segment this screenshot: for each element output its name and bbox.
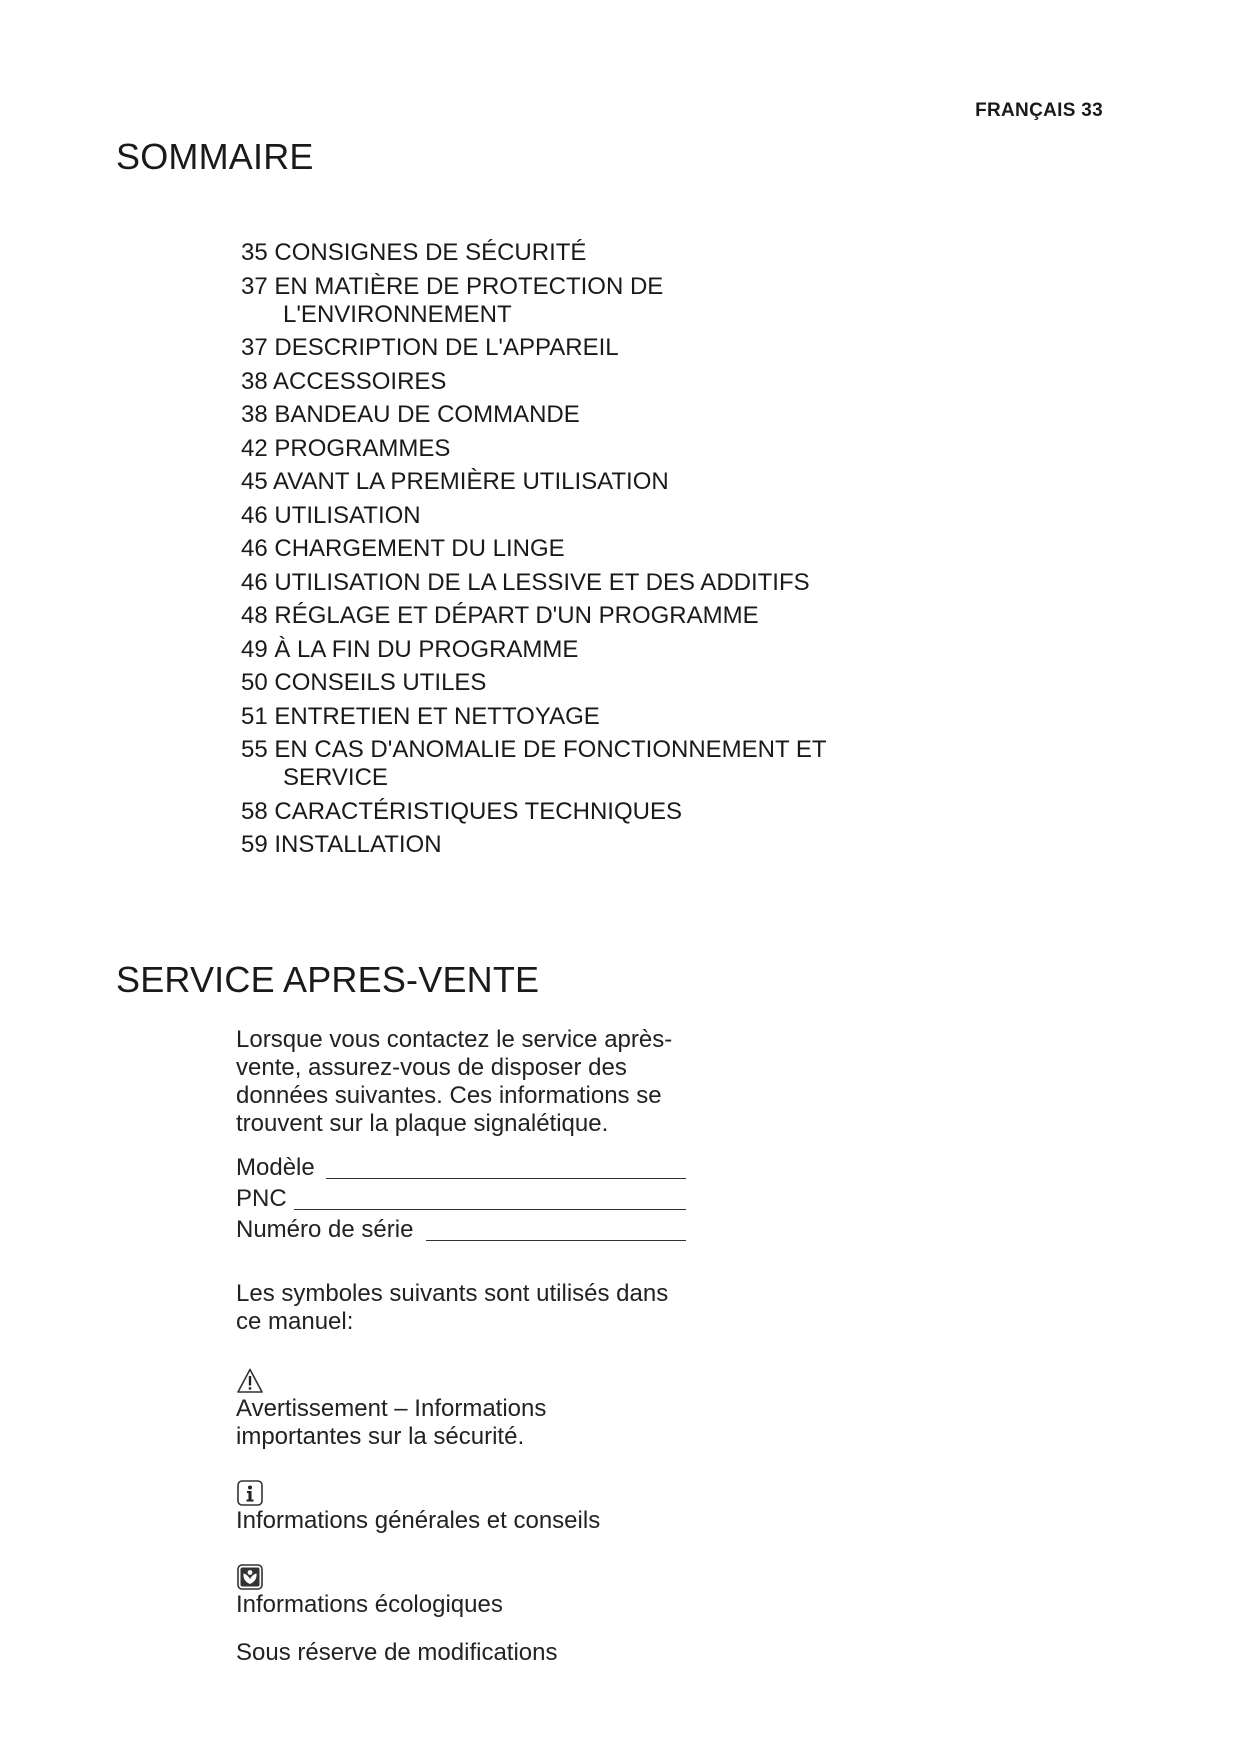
- service-title: SERVICE APRES-VENTE: [116, 959, 540, 1000]
- footer-note: Sous réserve de modifications: [236, 1639, 558, 1666]
- pnc-field: [236, 1183, 686, 1214]
- toc-item[interactable]: [241, 602, 941, 630]
- intro-line: données suivantes. Ces informations se: [236, 1082, 662, 1109]
- toc-page-number: 51: [241, 702, 268, 730]
- toc-entry-text: BANDEAU DE COMMANDE: [274, 401, 580, 428]
- toc-entry-text: CONSEILS UTILES: [274, 669, 487, 696]
- toc-item[interactable]: [241, 569, 941, 597]
- eco-text-line: Informations écologiques: [236, 1591, 503, 1618]
- toc-entry-text: INSTALLATION: [274, 831, 442, 858]
- toc-entry-text: RÉGLAGE ET DÉPART D'UN PROGRAMME: [274, 602, 759, 629]
- toc-item[interactable]: [241, 798, 941, 826]
- model-blank-line: [326, 1178, 686, 1179]
- page-header: FRANÇAIS 33: [975, 100, 1103, 121]
- pnc-label: PNC: [236, 1185, 287, 1212]
- warning-triangle-icon: [236, 1367, 264, 1395]
- toc-entry-continuation: SERVICE: [283, 764, 388, 791]
- toc-page-number: 48: [241, 602, 268, 629]
- info-icon: [236, 1479, 264, 1507]
- toc-item[interactable]: [241, 703, 941, 731]
- toc-item[interactable]: [241, 502, 941, 530]
- toc-item[interactable]: [241, 239, 941, 267]
- toc-page-number: 46: [241, 535, 268, 562]
- toc-page-number: 42: [241, 434, 268, 462]
- toc-entry-text: À LA FIN DU PROGRAMME: [274, 635, 579, 663]
- eco-flower-icon: [236, 1563, 264, 1591]
- symbols-intro-line: ce manuel:: [236, 1308, 354, 1335]
- serial-field: [236, 1214, 686, 1245]
- toc-page-number: 49: [241, 635, 268, 663]
- toc-item[interactable]: [241, 736, 941, 792]
- toc-entry-text: EN CAS D'ANOMALIE DE FONCTIONNEMENT ET: [274, 736, 827, 763]
- toc-item[interactable]: [241, 636, 941, 664]
- toc-entry-text: ENTRETIEN ET NETTOYAGE: [274, 702, 600, 730]
- toc-item[interactable]: [241, 368, 941, 396]
- toc-entry-text: EN MATIÈRE DE PROTECTION DE: [274, 272, 664, 300]
- symbol-warning: [236, 1367, 686, 1451]
- model-field: [236, 1152, 686, 1183]
- toc-item[interactable]: [241, 468, 941, 496]
- toc-item[interactable]: [241, 401, 941, 429]
- warning-text-line: Avertissement – Informations: [236, 1395, 547, 1422]
- toc-entry-text: DESCRIPTION DE L'APPAREIL: [274, 334, 619, 361]
- toc-page-number: 38: [241, 367, 268, 395]
- toc-entry-text: CONSIGNES DE SÉCURITÉ: [274, 239, 587, 266]
- intro-line: Lorsque vous contactez le service après-: [236, 1026, 673, 1053]
- model-label: Modèle: [236, 1154, 315, 1181]
- toc-page-number: 46: [241, 501, 268, 529]
- info-text-line: Informations générales et conseils: [236, 1507, 601, 1534]
- toc-page-number: 50: [241, 669, 268, 696]
- toc-page-number: 59: [241, 831, 268, 858]
- warning-text-line: importantes sur la sécurité.: [236, 1423, 525, 1450]
- toc-page-number: 58: [241, 797, 268, 825]
- toc-page-number: 38: [241, 401, 268, 428]
- toc-item[interactable]: [241, 669, 941, 697]
- intro-line: trouvent sur la plaque signalétique.: [236, 1110, 609, 1137]
- serial-blank-line: [426, 1240, 686, 1241]
- toc-item[interactable]: [241, 273, 941, 329]
- toc-title: SOMMAIRE: [116, 136, 314, 177]
- symbol-info: [236, 1479, 686, 1535]
- toc-page-number: 45: [241, 468, 268, 495]
- pnc-blank-line: [294, 1209, 686, 1210]
- service-section: [236, 1026, 686, 1667]
- toc-entry-text: CARACTÉRISTIQUES TECHNIQUES: [274, 797, 682, 825]
- toc-item[interactable]: [241, 535, 941, 563]
- toc-entry-text: ACCESSOIRES: [273, 367, 447, 395]
- toc-page-number: 37: [241, 334, 268, 361]
- toc-page-number: 46: [241, 568, 268, 596]
- symbol-eco: [236, 1563, 686, 1619]
- toc-item[interactable]: [241, 334, 941, 362]
- toc-page-number: 55: [241, 736, 268, 763]
- intro-line: vente, assurez-vous de disposer des: [236, 1054, 627, 1081]
- symbols-intro: [236, 1280, 686, 1336]
- symbols-intro-line: Les symboles suivants sont utilisés dans: [236, 1280, 669, 1307]
- toc-entry-text: UTILISATION DE LA LESSIVE ET DES ADDITIFS: [274, 568, 810, 596]
- toc-entry-text: CHARGEMENT DU LINGE: [274, 535, 565, 562]
- toc-page-number: 35: [241, 239, 268, 266]
- product-fields: [236, 1152, 686, 1245]
- serial-label: Numéro de série: [236, 1216, 414, 1243]
- toc-entry-text: PROGRAMMES: [274, 434, 451, 462]
- toc-item[interactable]: [241, 435, 941, 463]
- toc-entry-text: AVANT LA PREMIÈRE UTILISATION: [273, 468, 669, 495]
- table-of-contents: [241, 239, 941, 865]
- service-intro: [236, 1026, 686, 1138]
- toc-entry-continuation: L'ENVIRONNEMENT: [283, 300, 512, 328]
- toc-entry-text: UTILISATION: [274, 501, 421, 529]
- toc-item[interactable]: [241, 831, 941, 859]
- toc-page-number: 37: [241, 272, 268, 300]
